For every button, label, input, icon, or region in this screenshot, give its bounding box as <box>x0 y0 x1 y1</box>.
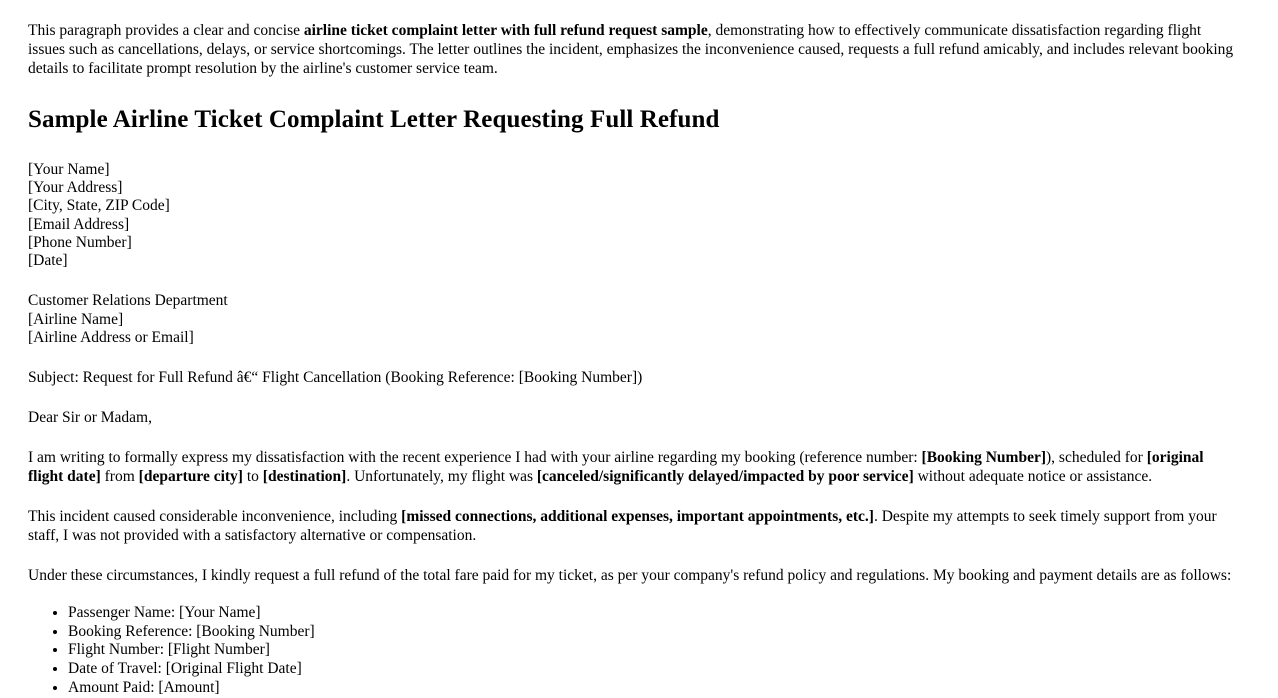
body2-text: This incident caused considerable inconvenience, including <box>28 507 402 525</box>
body1-text: to <box>242 467 263 485</box>
salutation: Dear Sir or Madam, <box>28 409 152 427</box>
sender-line: [City, State, ZIP Code] <box>28 197 170 215</box>
list-item: • Date of Travel: [Original Flight Date] <box>68 660 1242 679</box>
recipient-line: [Airline Address or Email] <box>28 328 194 346</box>
recipient-address-block <box>28 292 1242 347</box>
body1-text: . Unfortunately, my flight was <box>346 467 537 485</box>
sender-line: [Email Address] <box>28 215 130 233</box>
body-paragraph-1 <box>28 449 1242 487</box>
intro-text-after: , demonstrating how to effectively communicate dissatisfaction regarding flight issues such as cancellations, delays, or service shortcomings. The letter outlines the incident, emphasizes the inconvenience caused, requests a full refund amicably, and includes relevant booking details to facilitate prompt resolution by the airline's customer service team. <box>28 22 1234 77</box>
body1-departure-city: [departure city] <box>138 467 243 485</box>
intro-text-before: This paragraph provides a clear and concise <box>28 22 304 39</box>
sender-line: [Your Address] <box>28 179 123 196</box>
recipient-line: [Airline Name] <box>28 310 124 328</box>
body1-destination: [destination] <box>262 467 347 485</box>
body1-issue: [canceled/significantly delayed/impacted by poor service] <box>536 467 914 485</box>
body1-text: from <box>100 467 139 485</box>
sender-line: [Phone Number] <box>28 233 132 251</box>
intro-keyphrase: airline ticket complaint letter with full refund request sample <box>303 22 708 39</box>
list-item: • Passenger Name: [Your Name] <box>68 604 1242 623</box>
list-item: • Flight Number: [Flight Number] <box>68 641 1242 660</box>
body1-text: I am writing to formally express my dissatisfaction with the recent experience I had with your airline regarding my booking (reference number: <box>28 449 922 467</box>
body1-text: ), scheduled for <box>1046 449 1147 467</box>
sender-line: [Date] <box>28 252 68 270</box>
sender-address-block <box>28 161 1242 271</box>
body2-text: . Despite my attempts to seek timely support from your staff, I was not provided with a satisfactory alternative or compensation. <box>28 507 1217 544</box>
body-paragraph-2 <box>28 508 1242 546</box>
page-title: Sample Airline Ticket Complaint Letter Requesting Full Refund <box>28 105 720 133</box>
intro-paragraph <box>28 22 1242 79</box>
body1-booking-number: [Booking Number] <box>921 449 1046 467</box>
body1-flight-date: [original flight date] <box>28 449 1204 485</box>
list-item: • Amount Paid: [Amount] <box>68 679 1242 698</box>
body2-inconvenience-list: [missed connections, additional expenses, important appointments, etc.] <box>401 507 874 525</box>
list-item: • Booking Reference: [Booking Number] <box>68 623 1242 642</box>
sender-line: [Your Name] <box>28 160 110 178</box>
subject-line: Subject: Request for Full Refund â€“ Flight Cancellation (Booking Reference: [Booking Number]) <box>28 369 643 387</box>
body-paragraph-3: Under these circumstances, I kindly request a full refund of the total fare paid for my ticket, as per your company's refund policy and regulations. My booking and payment details are as follows: <box>28 566 1232 584</box>
body1-text: without adequate notice or assistance. <box>913 467 1153 485</box>
recipient-line: Customer Relations Department <box>28 292 228 310</box>
booking-details-list <box>28 604 1242 698</box>
